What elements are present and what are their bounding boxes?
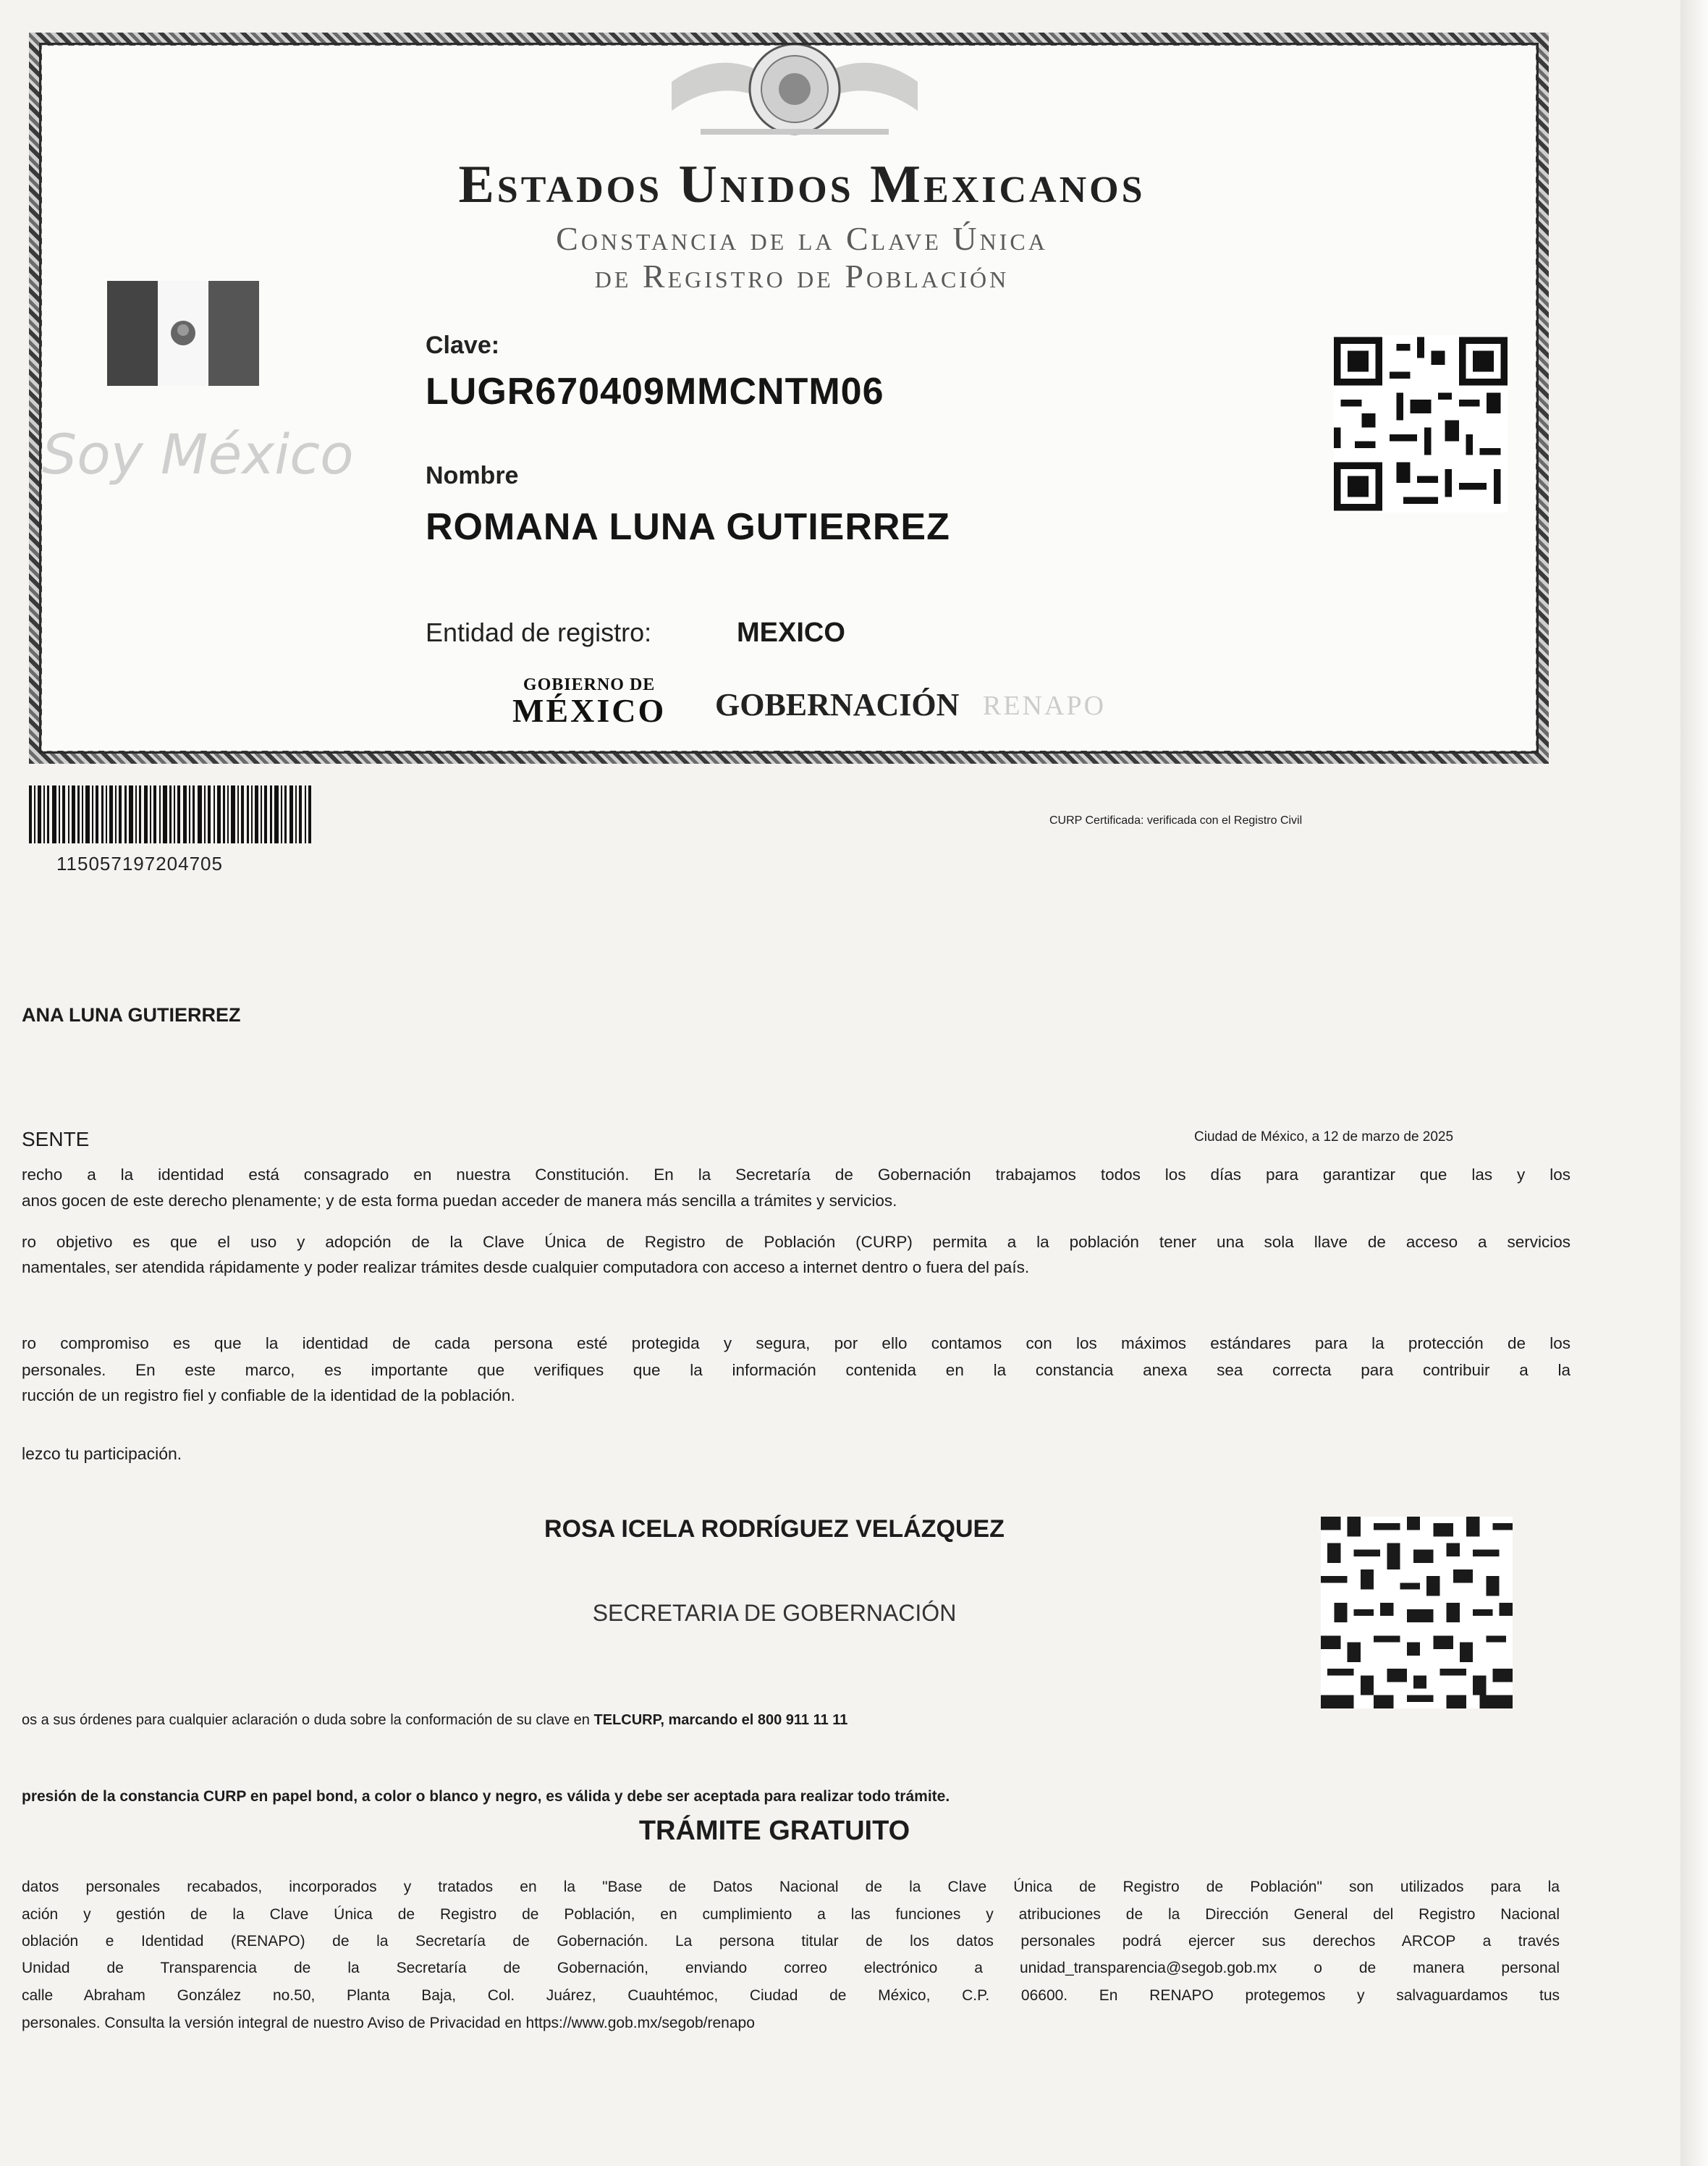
clave-label: Clave: — [426, 332, 500, 359]
telcurp-notice — [22, 1712, 847, 1729]
gobierno-logo-big-text: MÉXICO — [512, 692, 667, 729]
curp-certificate-card — [29, 33, 1549, 764]
gobierno-de-mexico-logo — [512, 675, 666, 727]
letter-salutation: SENTE — [22, 1128, 90, 1150]
gobernacion-logo: GOBERNACIÓN — [715, 687, 960, 722]
barcode-number: 115057197204705 — [56, 853, 223, 875]
privacy-line: personales. Consulta la versión integral de nuestro Aviso de Privacidad en https://www.gob.mx/segob/renapo — [22, 2015, 755, 2031]
renapo-logo: RENAPO — [983, 691, 1107, 721]
qr-code-icon — [1334, 335, 1508, 513]
telcurp-text: os a sus órdenes para cualquier aclaración o duda sobre la conformación de su clave en — [22, 1712, 594, 1728]
letter-date: Ciudad de México, a 12 de marzo de 2025 — [1194, 1129, 1454, 1145]
paragraph-line: ro objetivo es que el uso y adopción de la Clave Única de Registro de Población (CURP) permita a la población tener una sola llave de acceso a servicios — [22, 1233, 1570, 1251]
soy-mexico-slogan: Soy México — [42, 422, 354, 486]
certificate-subtitle-line2: de Registro de Población — [594, 258, 1010, 295]
privacy-line: datos personales recabados, incorporados y tratados en la "Base de Datos Nacional de la Clave Única de Registro de Población" son utilizados para la — [22, 1879, 1560, 1895]
paragraph-line: namentales, ser atendida rápidamente y poder realizar trámites desde cualquier computadora con acceso a internet dentro o fuera del país. — [22, 1258, 1030, 1276]
privacy-line: oblación e Identidad (RENAPO) de la Secretaría de Gobernación. La persona titular de los datos personales podrá ejercer sus derechos ARCOP a través — [22, 1933, 1560, 1950]
letter-closing: lezco tu participación. — [22, 1444, 182, 1463]
page-edge-shadow — [1680, 0, 1708, 2166]
clave-value: LUGR670409MMCNTM06 — [426, 371, 884, 413]
telcurp-phone: TELCURP, marcando el 800 911 11 11 — [593, 1712, 848, 1728]
bond-paper-notice: presión de la constancia CURP en papel bond, a color o blanco y negro, es válida y debe ser aceptada para realizar todo trámite. — [22, 1788, 950, 1805]
paragraph-line: anos gocen de este derecho plenamente; y de esta forma puedan acceder de manera más sencilla a trámites y servicios. — [22, 1192, 897, 1210]
privacy-line: Unidad de Transparencia de la Secretaría de Gobernación, enviando correo electrónico a unidad_transparencia@segob.gob.mx o de manera personal — [22, 1960, 1560, 1976]
letter-recipient: ANA LUNA GUTIERREZ — [22, 1004, 241, 1026]
tramite-gratuito: TRÁMITE GRATUITO — [638, 1816, 910, 1846]
privacy-line: calle Abraham González no.50, Planta Baja, Col. Juárez, Cuauhtémoc, Ciudad de México, C.P. 06600. En RENAPO protegemos y salvaguardamos tus — [22, 1987, 1560, 2004]
signer-name: ROSA ICELA RODRÍGUEZ VELÁZQUEZ — [544, 1515, 1005, 1543]
entidad-value: MEXICO — [737, 618, 845, 648]
nombre-value: ROMANA LUNA GUTIERREZ — [426, 506, 950, 548]
paragraph-line: personales. En este marco, es importante que verifiques que la información contenida en la constancia anexa sea correcta para contribuir a la — [22, 1361, 1570, 1379]
barcode-icon — [29, 785, 311, 843]
mexico-flag-icon — [107, 281, 259, 386]
signer-title: SECRETARIA DE GOBERNACIÓN — [592, 1600, 957, 1626]
gobierno-logo-small-text: GOBIERNO DE — [523, 675, 656, 694]
privacy-line: ación y gestión de la Clave Única de Registro de Población, en cumplimiento a las funciones y atribuciones de la Dirección General del Registro Nacional — [22, 1906, 1560, 1923]
paragraph-line: ro compromiso es que la identidad de cada persona esté protegida y segura, por ello contamos con los máximos estándares para la protección de los — [22, 1334, 1570, 1352]
curp-certified-note: CURP Certificada: verificada con el Registro Civil — [1049, 814, 1303, 827]
paragraph-line: recho a la identidad está consagrado en nuestra Constitución. En la Secretaría de Gobernación trabajamos todos los días para garantizar que las y los — [22, 1166, 1570, 1184]
nombre-label: Nombre — [426, 462, 519, 489]
paragraph-line: rucción de un registro fiel y confiable de la identidad de la población. — [22, 1386, 515, 1404]
signature-qr-code-icon — [1321, 1517, 1513, 1708]
entidad-label: Entidad de registro: — [426, 618, 652, 647]
certificate-subtitle-line1: Constancia de la Clave Única — [556, 220, 1048, 257]
national-seal-icon — [657, 38, 932, 147]
certificate-title: Estados Unidos Mexicanos — [458, 155, 1146, 214]
